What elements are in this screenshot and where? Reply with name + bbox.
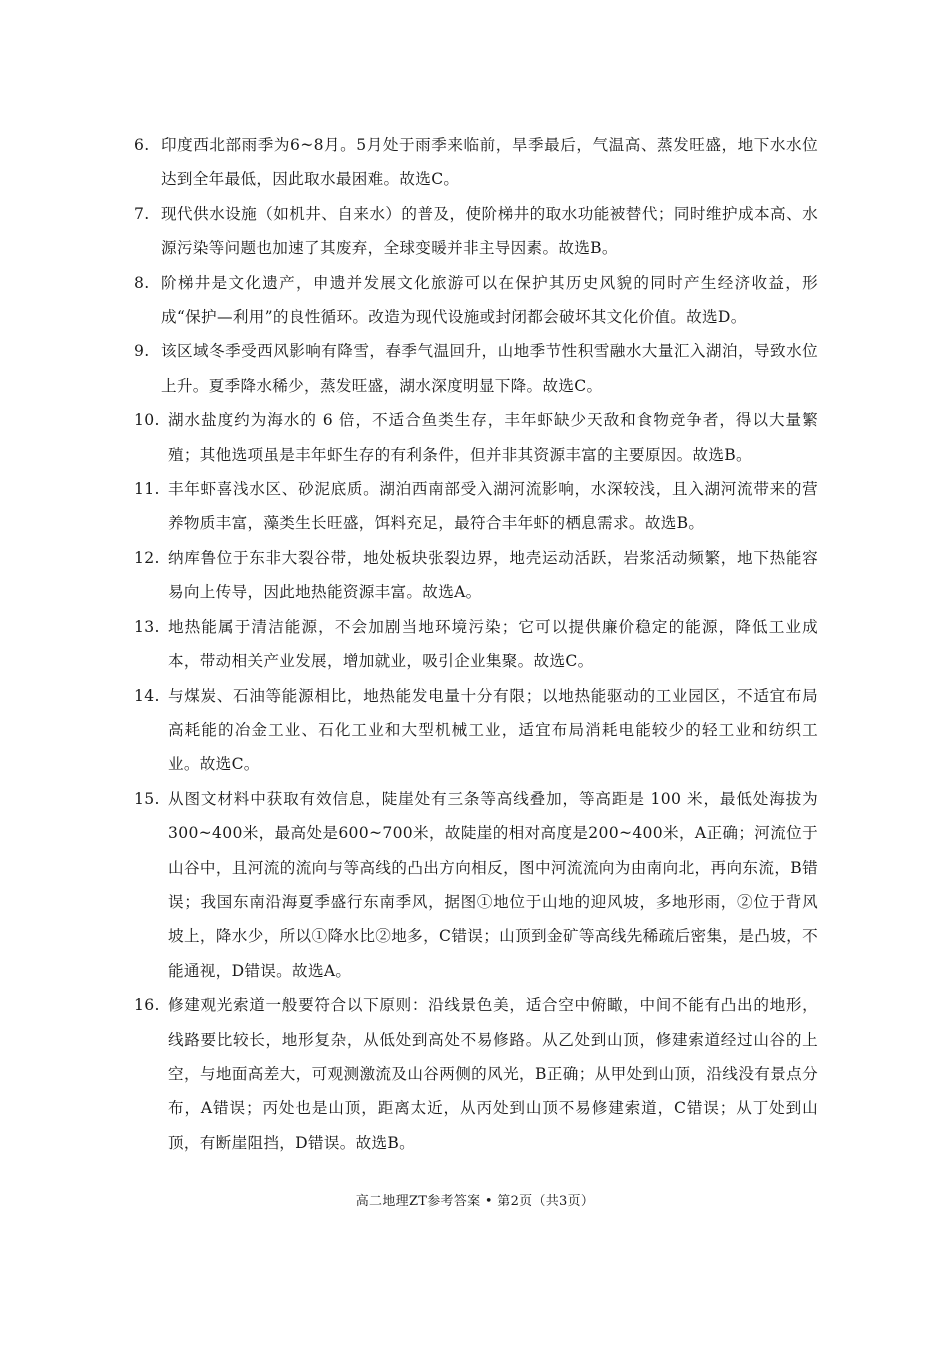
answer-list	[134, 128, 818, 1160]
answer-text: 从图文材料中获取有效信息，陡崖处有三条等高线叠加，等高距是 100 米，最低处海拔为300~400米，最高处是600~700米，故陡崖的相对高度是200~400米，A正确；河流位于山谷中，且河流的流向与等高线的凸出方向相反，图中河流流向为由南向北，再向东流，B错误；我国东南沿海夏季盛行东南季风，据图①地位于山地的迎风坡，多地形雨，②位于背风坡上，降水少，所以①降水比②地多，C错误；山顶到金矿等高线先稀疏后密集，是凸坡，不能通视，D错误。故选A。	[168, 789, 818, 980]
answer-text: 地热能属于清洁能源，不会加剧当地环境污染；它可以提供廉价稳定的能源，降低工业成本，带动相关产业发展，增加就业，吸引企业集聚。故选C。	[168, 617, 818, 671]
answer-item-11	[134, 472, 818, 541]
answer-item-13	[134, 610, 818, 679]
question-number: 16.	[134, 996, 160, 1015]
answer-item-15	[134, 782, 818, 988]
answer-text: 湖水盐度约为海水的 6 倍，不适合鱼类生存，丰年虾缺少天敌和食物竞争者，得以大量繁殖；其他选项虽是丰年虾生存的有利条件，但并非其资源丰富的主要原因。故选B。	[168, 411, 818, 464]
question-number: 15.	[134, 789, 160, 808]
answer-text: 阶梯井是文化遗产，申遗并发展文化旅游可以在保护其历史风貌的同时产生经济收益，形成“保护—利用”的良性循环。改造为现代设施或封闭都会破坏其文化价值。故选D。	[161, 273, 818, 327]
answer-item-8	[134, 266, 818, 335]
question-number: 13.	[134, 617, 160, 636]
answer-item-12	[134, 541, 818, 610]
answer-text: 修建观光索道一般要符合以下原则：沿线景色美，适合空中俯瞰，中间不能有凸出的地形，线路要比较长，地形复杂，从低处到高处不易修路。从乙处到山顶，修建索道经过山谷的上空，与地面高差大，可观测激流及山谷两侧的风光，B正确；从甲处到山顶，沿线没有景点分布，A错误；丙处也是山顶，距离太近，从丙处到山顶不易修建索道，C错误；从丁处到山顶，有断崖阻挡，D错误。故选B。	[168, 996, 818, 1152]
answer-text: 与煤炭、石油等能源相比，地热能发电量十分有限；以地热能驱动的工业园区，不适宜布局高耗能的冶金工业、石化工业和大型机械工业，适宜布局消耗电能较少的轻工业和纺织工业。故选C。	[168, 686, 818, 774]
question-number: 6.	[134, 136, 150, 154]
answer-text: 现代供水设施（如机井、自来水）的普及，使阶梯井的取水功能被替代；同时维护成本高、水源污染等问题也加速了其废弃，全球变暖并非主导因素。故选B。	[161, 204, 818, 258]
answer-item-14	[134, 679, 818, 782]
page-footer: 高二地理ZT参考答案 • 第2页（共3页）	[355, 1194, 595, 1209]
question-number: 9.	[134, 342, 150, 361]
question-number: 11.	[134, 480, 160, 499]
question-number: 8.	[134, 273, 150, 292]
answer-text: 该区域冬季受西风影响有降雪，春季气温回升，山地季节性积雪融水大量汇入湖泊，导致水位上升。夏季降水稀少，蒸发旺盛，湖水深度明显下降。故选C。	[161, 342, 818, 395]
question-number: 14.	[134, 686, 160, 705]
question-number: 12.	[134, 548, 160, 567]
answer-item-6	[134, 128, 818, 197]
answer-item-16	[134, 988, 818, 1160]
answer-text: 纳库鲁位于东非大裂谷带，地处板块张裂边界，地壳运动活跃，岩浆活动频繁，地下热能容易向上传导，因此地热能资源丰富。故选A。	[168, 548, 818, 602]
answer-text: 丰年虾喜浅水区、砂泥底质。湖泊西南部受入湖河流影响，水深较浅，且入湖河流带来的营养物质丰富，藻类生长旺盛，饵料充足，最符合丰年虾的栖息需求。故选B。	[168, 480, 818, 533]
answer-text: 印度西北部雨季为6~8月。5月处于雨季来临前，旱季最后，气温高、蒸发旺盛，地下水水位达到全年最低，因此取水最困难。故选C。	[161, 136, 818, 189]
answer-item-9	[134, 334, 818, 403]
question-number: 10.	[134, 411, 160, 430]
question-number: 7.	[134, 204, 150, 223]
answer-item-7	[134, 197, 818, 266]
answer-item-10	[134, 403, 818, 472]
